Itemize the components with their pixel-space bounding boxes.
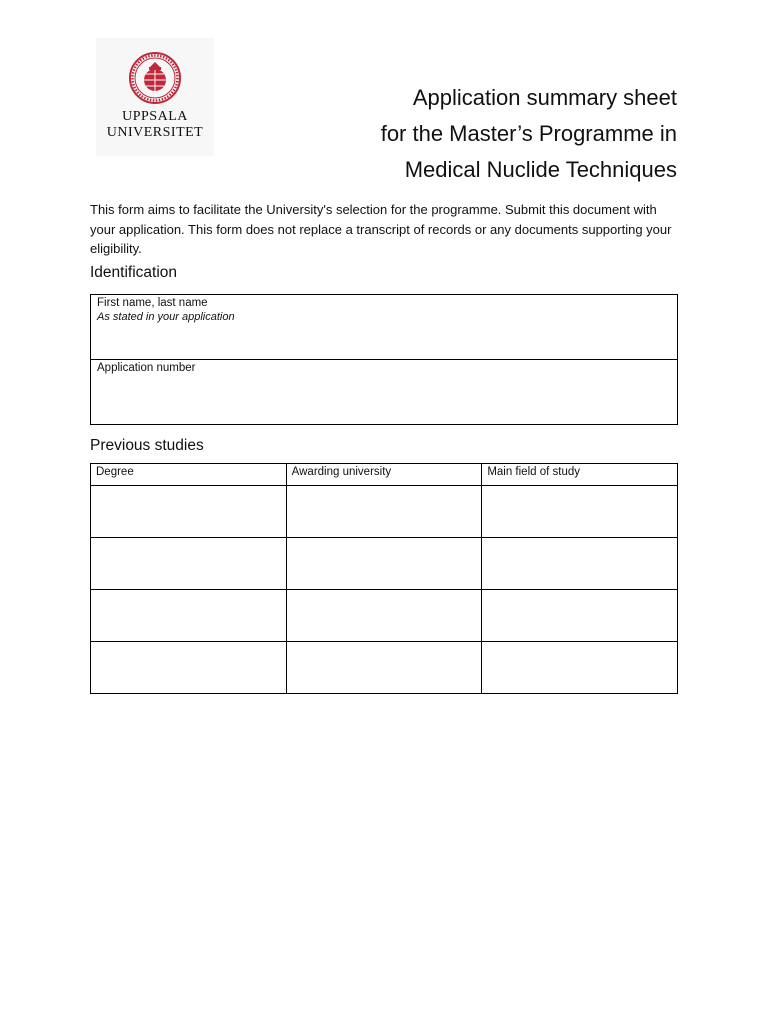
- column-header-degree: Degree: [91, 464, 287, 486]
- degree-cell[interactable]: [91, 642, 287, 694]
- name-field-label: First name, last name: [97, 297, 208, 309]
- awarding-university-cell[interactable]: [286, 538, 482, 590]
- application-number-field[interactable]: [91, 360, 678, 425]
- previous-studies-table: [90, 463, 678, 694]
- name-field[interactable]: [91, 295, 678, 360]
- previous-studies-heading: Previous studies: [90, 437, 204, 454]
- identification-table: [90, 294, 678, 425]
- document-title: [381, 80, 677, 188]
- title-line-3: Medical Nuclide Techniques: [404, 157, 677, 182]
- main-field-cell[interactable]: [482, 642, 678, 694]
- identification-heading: Identification: [90, 264, 178, 281]
- table-row: [91, 642, 678, 694]
- logo-text-line1: UPPSALA: [122, 109, 188, 124]
- column-header-awarding-university: Awarding university: [286, 464, 482, 486]
- awarding-university-cell[interactable]: [286, 642, 482, 694]
- title-line-2: for the Master’s Programme in: [380, 121, 677, 146]
- application-number-label: Application number: [97, 362, 196, 374]
- degree-cell[interactable]: [91, 590, 287, 642]
- main-field-cell[interactable]: [482, 486, 678, 538]
- intro-paragraph: This form aims to facilitate the University's selection for the programme. Submit this document with your application. This form does not replace a transcript of records or any documents supporting your eligibility.: [90, 202, 672, 256]
- university-seal-icon: [129, 52, 181, 104]
- awarding-university-cell[interactable]: [286, 590, 482, 642]
- table-row: [91, 590, 678, 642]
- main-field-cell[interactable]: [482, 538, 678, 590]
- degree-cell[interactable]: [91, 538, 287, 590]
- university-logo: [96, 38, 214, 156]
- title-line-1: Application summary sheet: [412, 85, 677, 110]
- logo-text-line2: UNIVERSITET: [106, 125, 204, 140]
- table-header-row: [91, 464, 678, 486]
- column-header-main-field: Main field of study: [482, 464, 678, 486]
- degree-cell[interactable]: [91, 486, 287, 538]
- name-field-hint: As stated in your application: [97, 311, 235, 323]
- main-field-cell[interactable]: [482, 590, 678, 642]
- table-row: [91, 538, 678, 590]
- awarding-university-cell[interactable]: [286, 486, 482, 538]
- table-row: [91, 486, 678, 538]
